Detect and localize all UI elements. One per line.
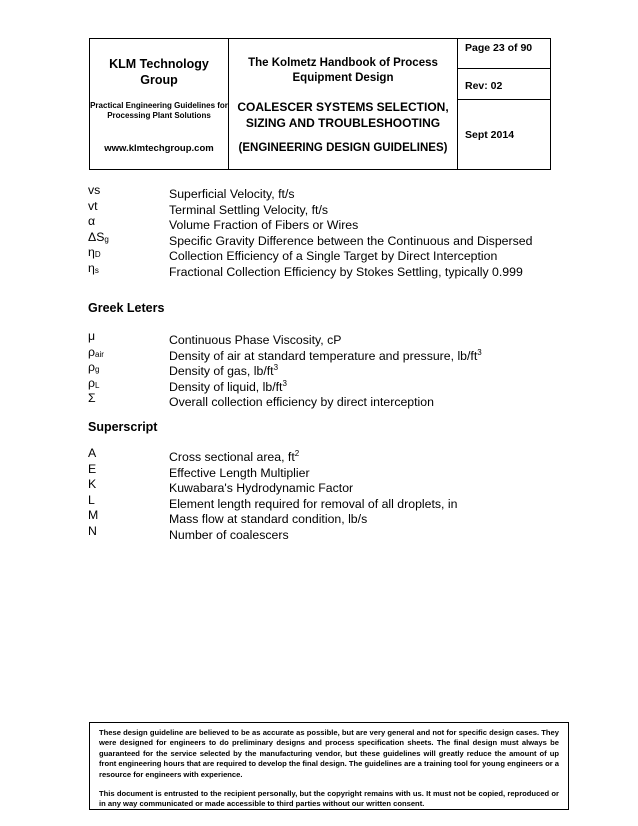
- disclaimer-footer: [89, 722, 569, 810]
- symbol-text: vs: [88, 183, 101, 197]
- description: [169, 261, 523, 281]
- symbol-text: vt: [88, 198, 98, 213]
- document-subtitle: (ENGINEERING DESIGN GUIDELINES): [238, 142, 448, 154]
- description-text: Continuous Phase Viscosity, cP: [169, 333, 342, 347]
- description-text: Mass flow at standard condition, lb/s: [169, 512, 368, 526]
- symbol-text: E: [88, 461, 97, 476]
- symbol-subscript: L: [95, 380, 100, 390]
- company-name: KLM Technology Group: [109, 57, 209, 87]
- date: Sept 2014: [465, 129, 515, 141]
- symbol: [88, 261, 99, 279]
- description-superscript: 3: [477, 347, 482, 357]
- symbol-subscript: g: [95, 365, 100, 374]
- description-text: Element length required for removal of all droplets, in: [169, 496, 458, 511]
- document-header: [89, 38, 551, 170]
- description-text: Density of air at standard temperature and pressure, lb/ft: [169, 348, 478, 363]
- page-number: Page 23 of 90: [458, 39, 550, 69]
- description-text: Density of liquid, lb/ft: [169, 379, 283, 394]
- copyright-notice: This document is entrusted to the recipient personally, but the copyright remains with us. It must not be copied, reproduced or in any way communicated or made accessible to third parties without our written consent.: [99, 789, 559, 809]
- symbol-text: K: [88, 477, 97, 491]
- description-superscript: 3: [282, 378, 287, 388]
- description-text: Superficial Velocity, ft/s: [169, 187, 295, 201]
- greek-letters-heading: Greek Leters: [88, 301, 165, 315]
- symbol-text: Σ: [88, 391, 96, 405]
- symbol-text: μ: [88, 329, 96, 343]
- description-text: Cross sectional area, ft: [169, 450, 295, 464]
- description-text: Fractional Collection Efficiency by Stokes Settling, typically 0.999: [169, 264, 523, 279]
- description-text: Kuwabara's Hydrodynamic Factor: [169, 481, 354, 495]
- description-text: Overall collection efficiency by direct interception: [169, 395, 434, 409]
- disclaimer-text: These design guideline are believed to be as accurate as possible, but are very general and not for specific design cases. They were designed for engineers to do preliminary designs and process specification sheets. The final design must always be guaranteed for the service selected by the manufacturing vendor, but these guidelines will greatly reduce the amount of up front engineering hours that are required to develop the final design. The guidelines are a training tool for young engineers or a resource for engineers with experience.: [99, 728, 559, 779]
- company-url: www.klmtechgroup.com: [104, 143, 214, 154]
- description-text: Specific Gravity Difference between the Continuous and Dispersed: [169, 233, 533, 248]
- symbol-subscript: s: [94, 265, 99, 275]
- symbol: [88, 391, 96, 409]
- description: [169, 391, 434, 411]
- company-tagline: Practical Engineering Guidelines for Processing Plant Solutions: [90, 101, 228, 120]
- description-superscript: 2: [294, 449, 300, 458]
- symbol-text: ρ: [88, 344, 95, 359]
- symbol-subscript: air: [95, 349, 104, 359]
- symbol-text: N: [88, 523, 97, 538]
- symbol-text: M: [88, 508, 99, 522]
- symbol-subscript: g: [104, 234, 109, 244]
- description-text: Volume Fraction of Fibers or Wires: [169, 218, 359, 232]
- symbol-text: α: [88, 214, 96, 228]
- title-block: [229, 39, 458, 169]
- description: [169, 524, 289, 544]
- symbol-text: ΔS: [88, 229, 105, 244]
- description-text: Effective Length Multiplier: [169, 465, 310, 480]
- symbol-text: ρ: [88, 360, 95, 374]
- superscript-heading: Superscript: [88, 420, 158, 434]
- company-block: [90, 39, 229, 169]
- description-text: Number of coalescers: [169, 527, 289, 542]
- symbol: [88, 524, 97, 542]
- document-title: COALESCER SYSTEMS SELECTION, SIZING AND TROUBLESHOOTING: [237, 100, 449, 130]
- revision: Rev: 02: [458, 69, 550, 100]
- description-text: Collection Efficiency of a Single Target by Direct Interception: [169, 249, 498, 263]
- description-text: Terminal Settling Velocity, ft/s: [169, 202, 329, 217]
- symbol-text: ρ: [88, 375, 95, 390]
- symbol-text: η: [88, 260, 95, 275]
- info-block: [458, 39, 550, 169]
- symbol-text: η: [88, 245, 95, 259]
- handbook-title: The Kolmetz Handbook of Process Equipment Design: [248, 57, 438, 84]
- description-text: Density of gas, lb/ft: [169, 364, 274, 378]
- description-superscript: 3: [273, 363, 279, 372]
- symbol-text: L: [88, 492, 95, 507]
- symbol-subscript: D: [94, 250, 101, 259]
- symbol-text: A: [88, 446, 97, 460]
